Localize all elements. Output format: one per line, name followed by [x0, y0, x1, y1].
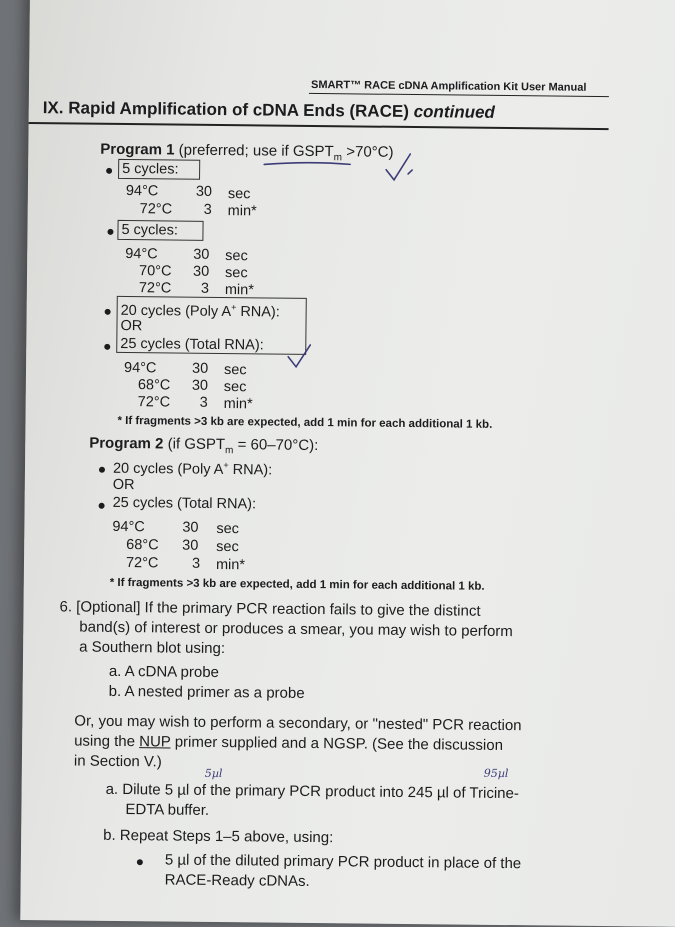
step6-line2: band(s) of interest or produces a smear, you may wish to perform [79, 618, 513, 641]
handwritten-note: 95µl [483, 766, 509, 781]
step6-line1: 6. [Optional] If the primary PCR reaction fails to give the distinct [59, 598, 481, 620]
p1-block2-label: 5 cycles: [121, 221, 178, 239]
p2-footnote: * If fragments >3 kb are expected, add 1 min for each additional 1 kb. [109, 576, 485, 593]
p2-label-a: 20 cycles (Poly A+ RNA): [112, 460, 273, 479]
program1-heading: Program 1 (preferred; use if $GSPT_m >70^\circ C$) [100, 140, 394, 164]
p1-block3-label-b: 25 cycles (Total RNA): [120, 335, 264, 354]
step6-line3: a Southern blot using: [79, 638, 226, 658]
handwritten-note: 5µl [204, 766, 223, 781]
nested-line3: in Section V.) [73, 752, 162, 771]
nested-bullet2: RACE-Ready cDNAs. [164, 871, 310, 890]
check-mark-icon [386, 154, 410, 180]
p1-block3-label-a: 20 cycles (Poly A+ RNA): [120, 302, 280, 321]
nested-a1: a. Dilute 5 µl of the primary PCR product into 245 µl of Tricine- [105, 780, 519, 803]
p2-label-b: 25 cycles (Total RNA): [112, 494, 257, 513]
step6-b: b. A nested primer as a probe [108, 682, 305, 702]
nested-a2: EDTA buffer. [125, 801, 210, 819]
manual-header: SMART™ RACE cDNA Amplification Kit User Manual [310, 78, 587, 94]
section-title: IX. Rapid Amplification of cDNA Ends (RACE) continued [42, 98, 495, 122]
nested-line2: using the NUP primer supplied and a NGSP. (See the discussion [74, 732, 504, 754]
nested-b: b. Repeat Steps 1–5 above, using: [103, 826, 334, 847]
step6-a: a. A cDNA probe [108, 662, 220, 682]
check-mark-icon [408, 170, 412, 174]
handwritten-marks [20, 0, 675, 927]
manual-page: SMART™ RACE cDNA Amplification Kit User Manual IX. Rapid Amplification of cDNA Ends (RACE) continued Program 1 (preferred; use if $GSPT_m >70^\circ C$) 5 cycles: 94°C 30 sec 72°C 3 min* 5 cycles: 94°C 30 sec 70°C 30 sec 72°C 3 min* 20 cycles (Poly A+ RNA): OR 25 cycles (Total RNA): 94°C 30 sec 68°C 30 sec 72°C 3 min* * If fragments >3 kb are expected, add 1 min for each additional 1 kb. Program 2 (if $GSPT_m = 60-70^\circ C$): 20 cycles (Poly A+ RNA): OR 25 cycles (Total RNA): 94°C 30 sec 68°C 30 sec 72°C 3 min* * If fragments >3 kb are expected, add 1 min for each additional 1 kb. 6. [Optional] If the primary PCR reaction fails to give the distinct band(s) of interest or produces a smear, you may wish to perform a Southern blot using: a. A cDNA probe b. A nested primer as a probe Or, you may wish to perform a secondary, or "nested" PCR reaction using the NUP primer supplied and a NGSP. (See the discussion in Section V.) a. Dilute 5 µl of the primary PCR product into 245 µl of Tricine- EDTA buffer. b. Repeat Steps 1–5 above, using: 5 µl of the diluted primary PCR product in place of the RACE-Ready cDNAs. 5µl 95µl [20, 0, 675, 927]
check-mark-icon [288, 345, 310, 367]
nested-line1: Or, you may wish to perform a secondary, or "nested" PCR reaction [74, 712, 522, 735]
p1-block1-label: 5 cycles: [122, 160, 179, 178]
p1-footnote: * If fragments >3 kb are expected, add 1 min for each additional 1 kb. [117, 414, 493, 431]
nested-bullet1: 5 µl of the diluted primary PCR product in place of the [164, 851, 522, 873]
underline-mark [264, 162, 350, 165]
program2-heading: Program 2 (if $GSPT_m = 60-70^\circ C$): [89, 434, 319, 457]
